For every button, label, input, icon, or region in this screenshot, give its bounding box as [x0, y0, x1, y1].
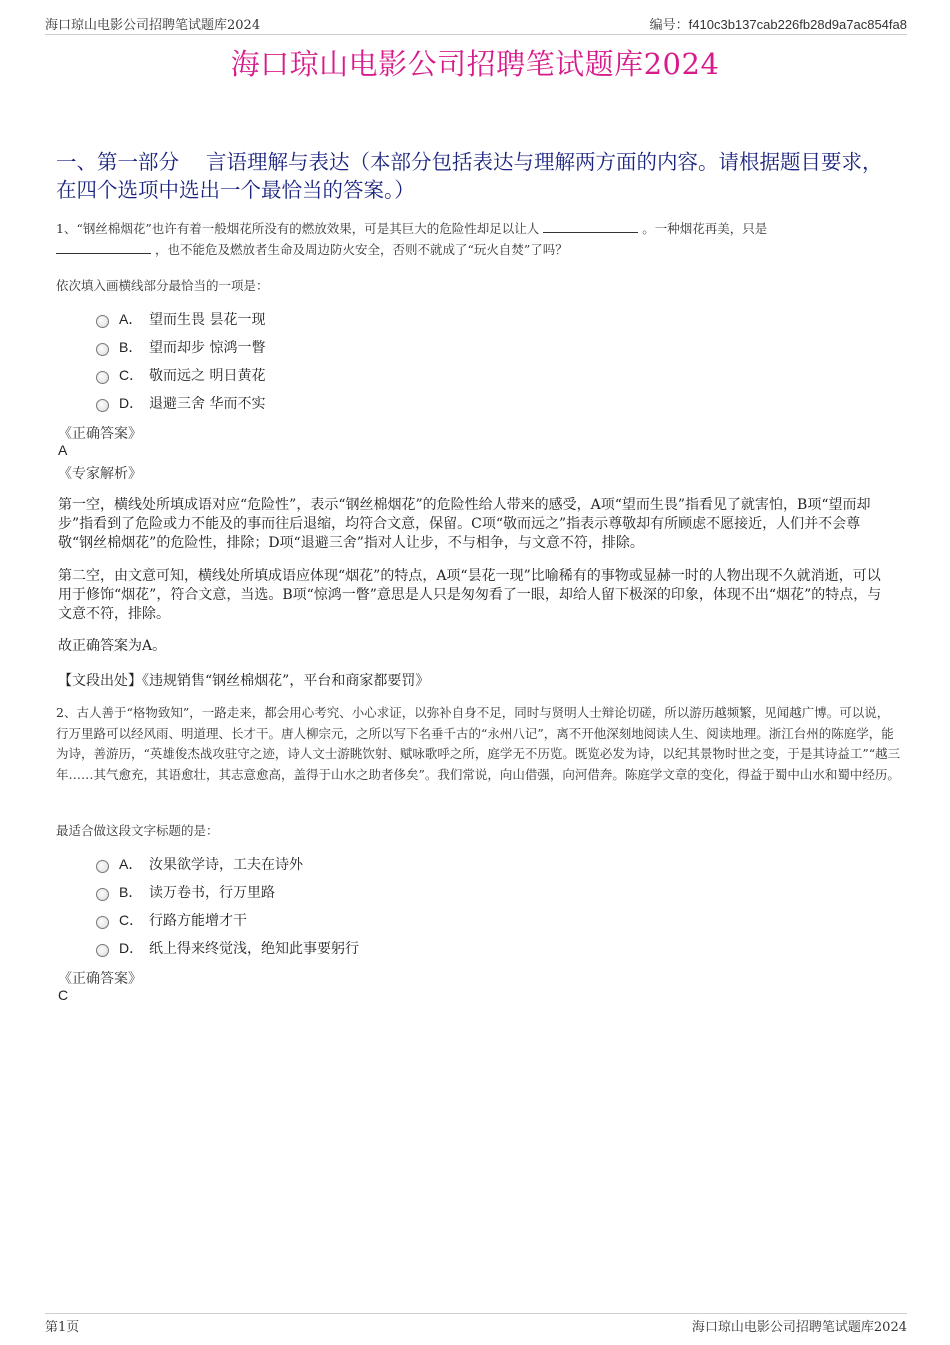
header-doc-title: 海口琼山电影公司招聘笔试题库2024 [45, 18, 261, 33]
page-header [45, 14, 907, 35]
option-letter: A． [119, 311, 143, 327]
question-1-option-a[interactable] [96, 305, 696, 333]
question-2-option-c[interactable] [96, 906, 696, 934]
question-1-text [56, 219, 901, 260]
option-text: 敬而远之 明日黄花 [149, 368, 266, 384]
option-letter: B． [119, 339, 143, 355]
option-text: 读万卷书，行万里路 [149, 885, 275, 901]
option-letter: C． [119, 367, 144, 383]
radio-icon[interactable] [96, 343, 109, 356]
footer-doc-title: 海口琼山电影公司招聘笔试题库2024 [691, 1320, 907, 1335]
analysis-paragraph-3: 故正确答案为A。 [58, 638, 167, 654]
analysis-paragraph-1: 第一空，横线处所填成语对应“危险性”，表示“钢丝棉烟花”的危险性给人带来的感受，A项“望而生畏”指看见了就害怕，B项“望而却步”指看到了危险或力不能及的事而往后退缩，均符合文意，保留。C项“敬而远之”指表示尊敬却有所顾虑不愿接近，人们并不会尊敬“钢丝棉烟花”的危险性，排除；D项“退避三舍”指对人让步，不与相争，与文意不符，排除。 [58, 497, 871, 551]
radio-icon[interactable] [96, 888, 109, 901]
question-2-answer: C [58, 987, 69, 1003]
question-1-option-d[interactable] [96, 389, 696, 417]
question-2-text: 2、古人善于“格物致知”，一路走来，都会用心考究、小心求证，以弥补自身不足，同时与贤明人士辩论切磋，所以游历越频繁，见闻越广博。可以说，行万里路可以经风雨、明道理、长才干。唐人柳宗元，之所以写下名垂千古的“永州八记”，离不开他深刻地阅读人生、阅读地理。浙江台州的陈庭学，能为诗，善游历，“英雄俊杰战攻驻守之迹，诗人文士游眺饮射、赋咏歌呼之所，庭学无不历览。既览必发为诗，以纪其景物时世之变，于是其诗益工”“越三年……其气愈充，其语愈壮，其志意愈高，盖得于山水之助者侈矣”。我们常说，向山借强，向河借奔。陈庭学文章的变化，得益于蜀中山水和蜀中经历。 [56, 705, 901, 782]
question-1-text-part2: 。一种烟花再美，只是 [642, 221, 768, 236]
question-1-option-b[interactable] [96, 333, 696, 361]
question-1-answer: A [58, 442, 68, 458]
page-footer [45, 1313, 907, 1334]
option-letter: A． [119, 856, 143, 872]
question-2-option-b[interactable] [96, 878, 696, 906]
option-letter: C． [119, 912, 144, 928]
radio-icon[interactable] [96, 944, 109, 957]
question-2-option-d[interactable] [96, 934, 696, 962]
radio-icon[interactable] [96, 860, 109, 873]
question-2-options [96, 850, 696, 962]
document-title: 海口琼山电影公司招聘笔试题库2024 [230, 47, 720, 81]
fill-blank-1 [543, 220, 638, 233]
option-letter: B． [119, 884, 143, 900]
question-1-source: 【文段出处】《违规销售“钢丝棉烟花”，平台和商家都要罚》 [58, 673, 430, 689]
radio-icon[interactable] [96, 315, 109, 328]
fill-blank-2 [56, 241, 151, 254]
question-1-text-part1: 1、“钢丝棉烟花”也许有着一般烟花所没有的燃放效果，可是其巨大的危险性却足以让人 [56, 221, 540, 236]
question-2-prompt: 最适合做这段文字标题的是： [56, 823, 219, 838]
option-text: 行路方能增才干 [149, 913, 247, 929]
radio-icon[interactable] [96, 399, 109, 412]
section-heading: 一、第一部分 言语理解与表达（本部分包括表达与理解两方面的内容。请根据题目要求，在四个选项中选出一个最恰当的答案。） [56, 150, 883, 202]
footer-page-number: 第1页 [45, 1320, 80, 1335]
radio-icon[interactable] [96, 371, 109, 384]
option-text: 望而生畏 昙花一现 [149, 312, 266, 328]
question-1-analysis-label: 《专家解析》 [58, 466, 142, 482]
analysis-paragraph-2: 第二空，由文意可知，横线处所填成语应体现“烟花”的特点，A项“昙花一现”比喻稀有的事物或显赫一时的人物出现不久就消逝，可以用于修饰“烟花”，符合文意，当选。B项“惊鸿一瞥”意思是人只是匆匆看了一眼，却给人留下极深的印象，体现不出“烟花”的特点，与文意不符，排除。 [58, 568, 882, 622]
option-text: 汝果欲学诗，工夫在诗外 [149, 857, 303, 873]
question-1-text-part3: ，也不能危及燃放者生命及周边防火安全，否则不就成了“玩火自焚”了吗？ [155, 241, 568, 257]
option-text: 退避三舍 华而不实 [149, 396, 266, 412]
question-1-prompt: 依次填入画横线部分最恰当的一项是： [56, 278, 269, 293]
radio-icon[interactable] [96, 916, 109, 929]
question-2-answer-label: 《正确答案》 [58, 971, 142, 987]
option-text: 望而却步 惊鸿一瞥 [149, 340, 266, 356]
option-letter: D． [119, 395, 144, 411]
question-1-options [96, 305, 696, 417]
question-2-option-a[interactable] [96, 850, 696, 878]
header-doc-id: 编号：f410c3b137cab226fb28d9a7ac854fa8 [649, 17, 907, 32]
option-letter: D． [119, 940, 144, 956]
question-1-answer-label: 《正确答案》 [58, 426, 142, 442]
option-text: 纸上得来终觉浅，绝知此事要躬行 [149, 941, 359, 957]
question-1-option-c[interactable] [96, 361, 696, 389]
